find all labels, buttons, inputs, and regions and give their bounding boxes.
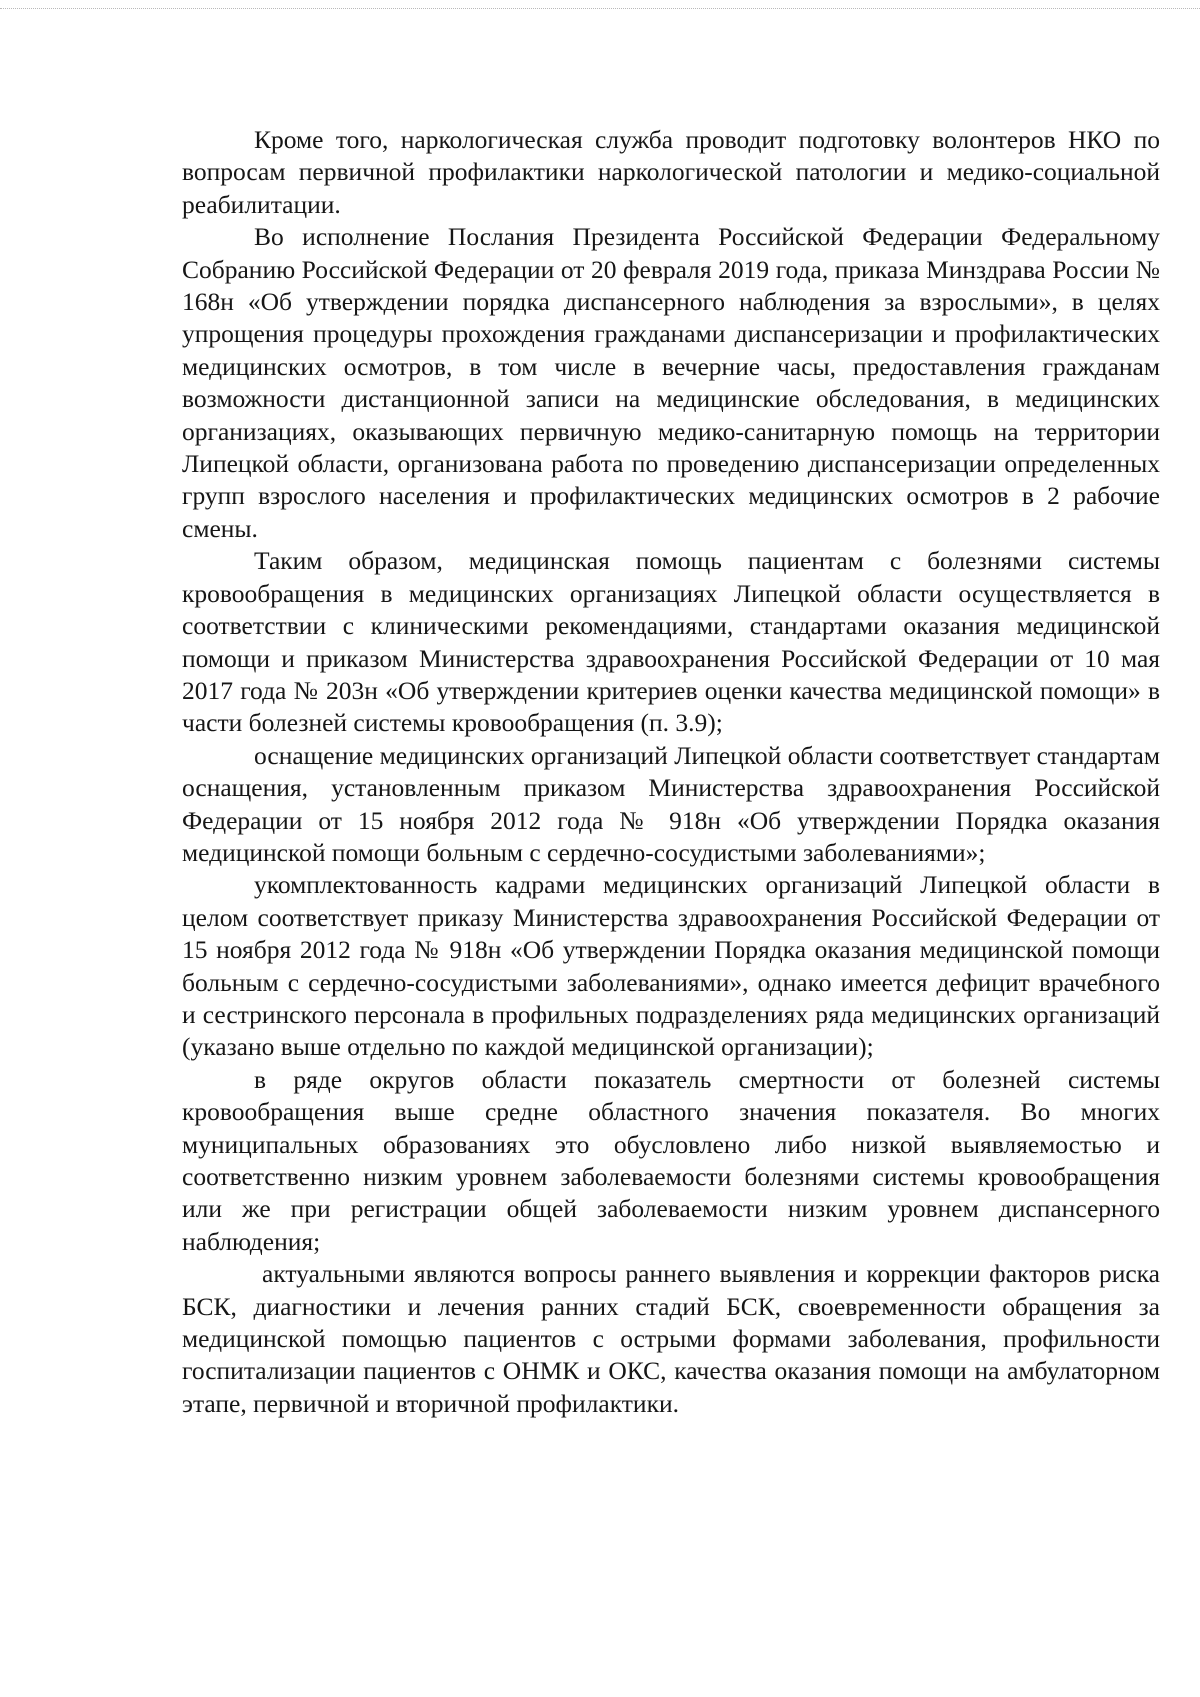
scan-edge-line	[0, 8, 1200, 9]
paragraph-volunteer-training: Кроме того, наркологическая служба проводит подготовку волонтеров НКО по вопросам первичной профилактики наркологической патологии и медико-социальной реабилитации.	[182, 125, 1160, 219]
paragraph-staffing: укомплектованность кадрами медицинских организаций Липецкой области в целом соответствует приказу Министерства здравоохранения Российской Федерации от 15 ноября 2012 года № 918н «Об утверждении Порядка оказания медицинской помощи больным с сердечно-сосудистыми заболеваниями», однако имеется дефицит врачебного и сестринского персонала в профильных подразделениях ряда медицинских организаций (указано выше отдельно по каждой медицинской организации);	[182, 870, 1160, 1062]
document-body	[182, 124, 1160, 1420]
paragraph-mortality: в ряде округов области показатель смертности от болезней системы кровообращения выше средне областного значения показателя. Во многих муниципальных образованиях это обусловлено либо низкой выявляемостью и соответственно низким уровнем заболеваемости болезнями системы кровообращения или же при регистрации общей заболеваемости низким уровнем диспансерного наблюдения;	[182, 1064, 1160, 1256]
paragraph-equipment: оснащение медицинских организаций Липецкой области соответствует стандартам оснащения, установленным приказом Министерства здравоохранения Российской Федерации от 15 ноября 2012 года № 918н «Об утверждении Порядка оказания медицинской помощи больным с сердечно-сосудистыми заболеваниями»;	[182, 740, 1160, 867]
paragraph-priority-issues: актуальными являются вопросы раннего выявления и коррекции факторов риска БСК, диагностики и лечения ранних стадий БСК, своевременности обращения за медицинской помощью пациентов с острыми формами заболевания, профильности госпитализации пациентов с ОНМК и ОКС, качества оказания помощи на амбулаторном этапе, первичной и вторичной профилактики.	[182, 1259, 1160, 1418]
paragraph-medical-care-conclusion: Таким образом, медицинская помощь пациентам с болезнями системы кровообращения в медицинских организациях Липецкой области осуществляется в соответствии с клиническими рекомендациями, стандартами оказания медицинской помощи и приказом Министерства здравоохранения Российской Федерации от 10 мая 2017 года № 203н «Об утверждении критериев оценки качества медицинской помощи» в части болезней системы кровообращения (п. 3.9);	[182, 546, 1160, 738]
paragraph-dispensary-work: Во исполнение Послания Президента Российской Федерации Федеральному Собранию Российской Федерации от 20 февраля 2019 года, приказа Минздрава России № 168н «Об утверждении порядка диспансерного наблюдения за взрослыми», в целях упрощения процедуры прохождения гражданами диспансеризации и профилактических медицинских осмотров, в том числе в вечерние часы, предоставления гражданам возможности дистанционной записи на медицинские обследования, в медицинских организациях, оказывающих первичную медико-санитарную помощь на территории Липецкой области, организована работа по проведению диспансеризации определенных групп взрослого населения и профилактических медицинских осмотров в 2 рабочие смены.	[182, 222, 1160, 543]
